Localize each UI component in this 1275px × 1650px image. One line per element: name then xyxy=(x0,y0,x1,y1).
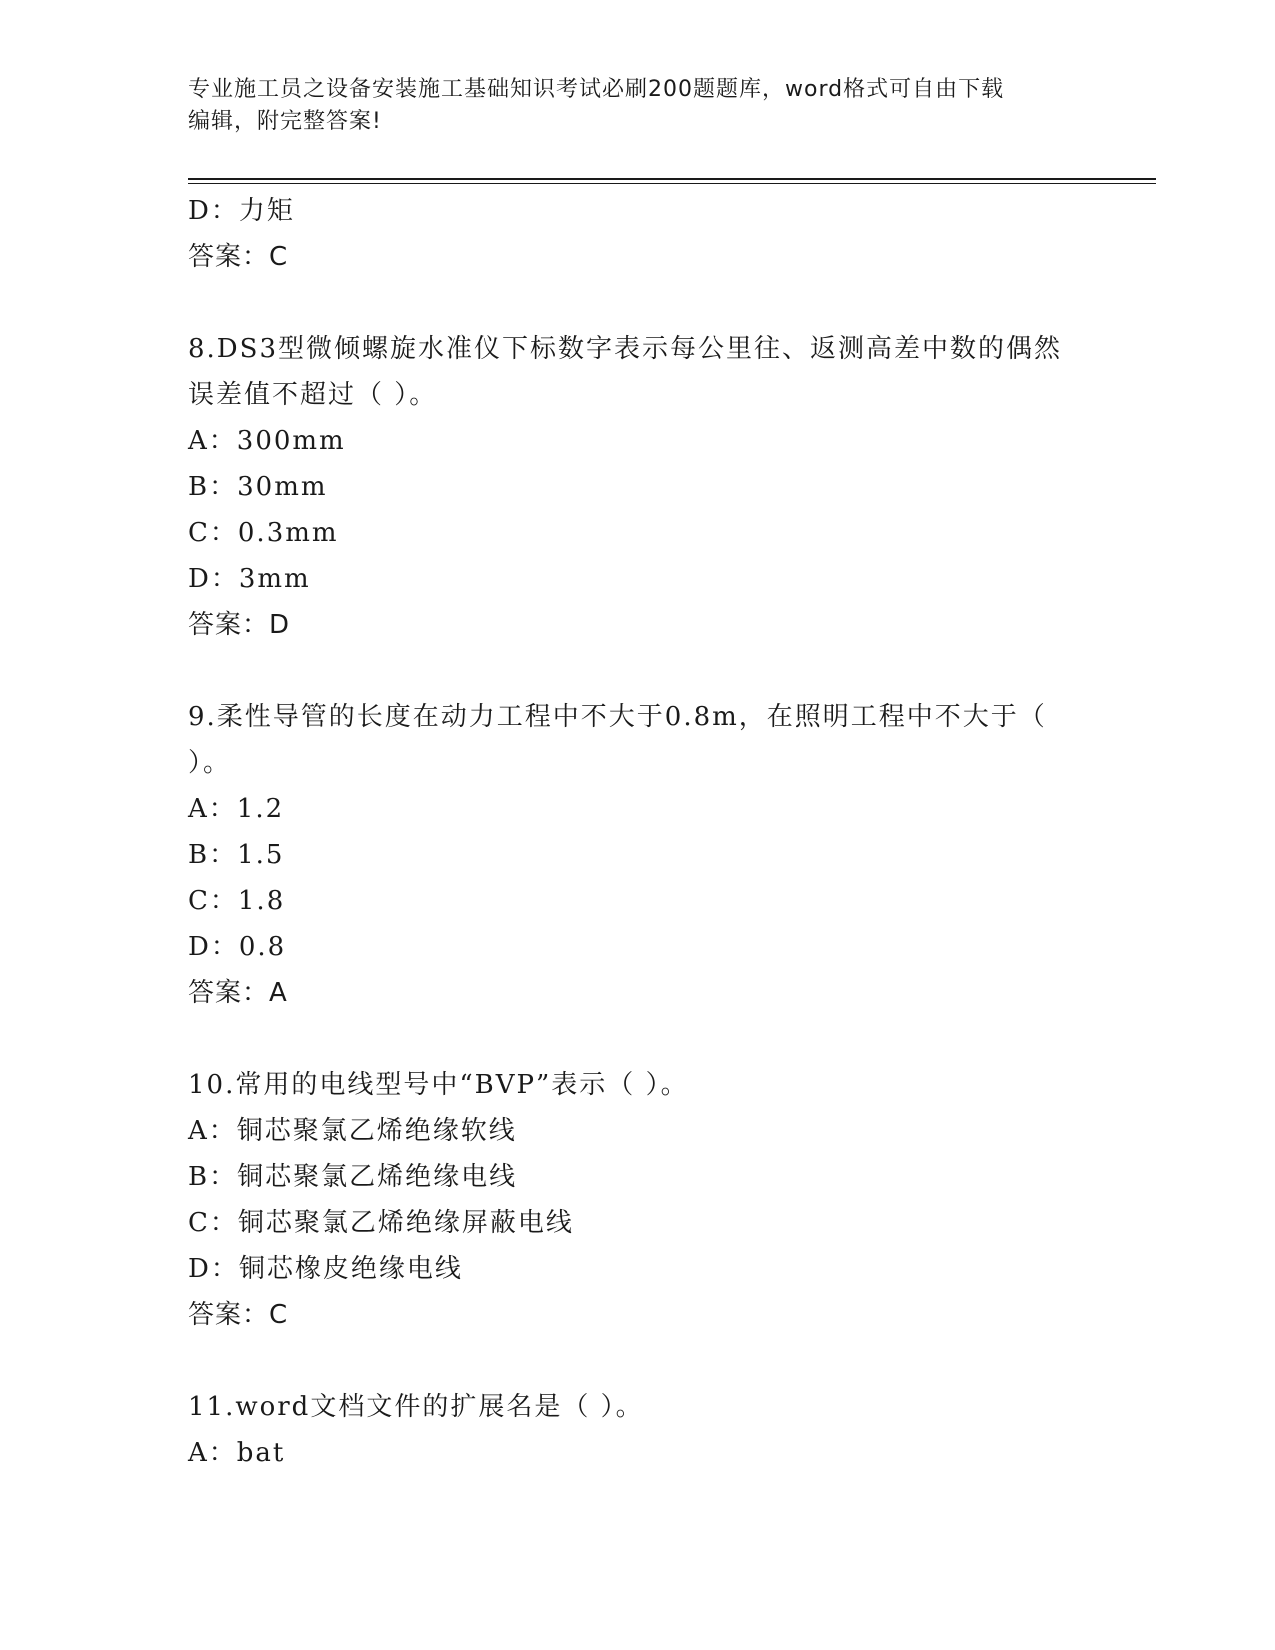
document-header xyxy=(188,74,1088,138)
spacer xyxy=(188,648,1088,694)
question-11 xyxy=(188,1384,1088,1476)
option-c: C：1.8 xyxy=(188,886,286,916)
spacer xyxy=(188,280,1088,326)
option-d: D：铜芯橡皮绝缘电线 xyxy=(188,1254,463,1284)
question-9 xyxy=(188,694,1088,1016)
option-b: B：铜芯聚氯乙烯绝缘电线 xyxy=(188,1162,518,1192)
option-d: D：力矩 xyxy=(188,196,295,226)
header-title-line-2: 编辑，附完整答案! xyxy=(188,109,382,134)
question-stem-line-2: 误差值不超过（ ）。 xyxy=(188,380,438,410)
header-rule-thin xyxy=(188,183,1156,184)
answer-line: 答案：A xyxy=(188,978,288,1008)
answer-line: 答案：C xyxy=(188,1300,289,1330)
header-rule-thick xyxy=(188,178,1156,180)
option-a: A：bat xyxy=(188,1438,286,1468)
question-10 xyxy=(188,1062,1088,1338)
question-stem-line-1: 9.柔性导管的长度在动力工程中不大于0.8m，在照明工程中不大于（ xyxy=(188,702,1047,732)
header-title-line-1: 专业施工员之设备安装施工基础知识考试必刷200题题库，word格式可自由下载 xyxy=(188,77,1005,102)
option-c: C：铜芯聚氯乙烯绝缘屏蔽电线 xyxy=(188,1208,574,1238)
option-d: D：0.8 xyxy=(188,932,287,962)
spacer xyxy=(188,1016,1088,1062)
answer-line: 答案：D xyxy=(188,610,291,640)
spacer xyxy=(188,1338,1088,1384)
question-8 xyxy=(188,326,1088,648)
option-a: A：300mm xyxy=(188,426,346,456)
option-d: D：3mm xyxy=(188,564,311,594)
question-list xyxy=(188,188,1088,1476)
question-stem-line-1: 11.word文档文件的扩展名是（ ）。 xyxy=(188,1392,644,1422)
option-a: A：铜芯聚氯乙烯绝缘软线 xyxy=(188,1116,517,1146)
question-stem-line-1: 8.DS3型微倾螺旋水准仪下标数字表示每公里往、返测高差中数的偶然 xyxy=(188,334,1063,364)
option-b: B：1.5 xyxy=(188,840,285,870)
option-a: A：1.2 xyxy=(188,794,285,824)
question-stem-line-2: ）。 xyxy=(188,748,232,778)
answer-line: 答案：C xyxy=(188,242,289,272)
question-stem-line-1: 10.常用的电线型号中“BVP”表示（ ）。 xyxy=(188,1070,689,1100)
option-c: C：0.3mm xyxy=(188,518,339,548)
option-b: B：30mm xyxy=(188,472,328,502)
question-7-tail xyxy=(188,188,1088,280)
